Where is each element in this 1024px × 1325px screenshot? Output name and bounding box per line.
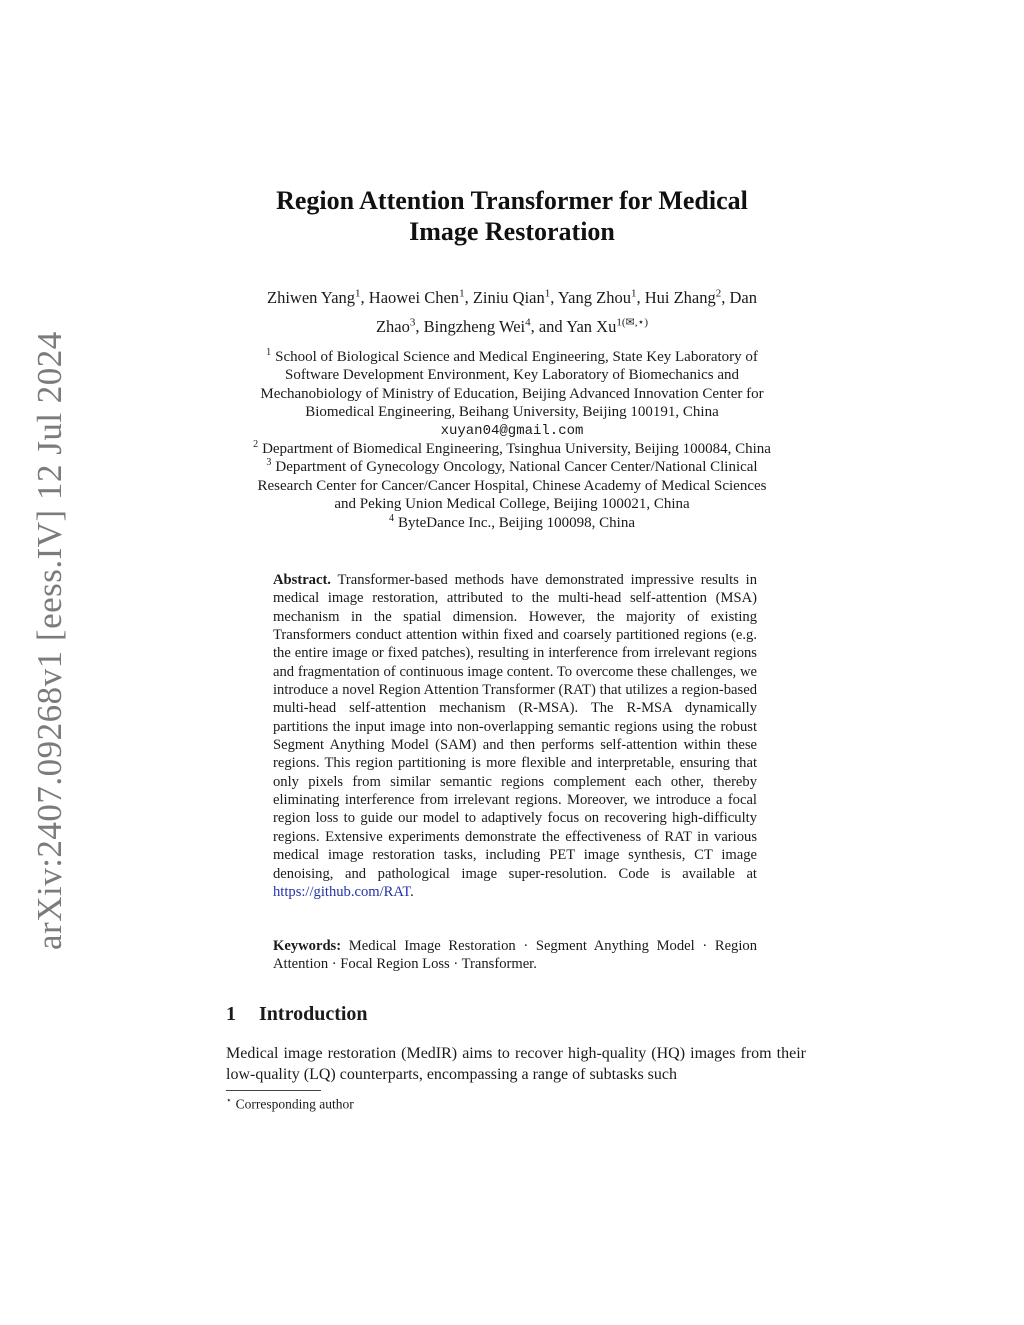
footnote-mark: ⋆ xyxy=(226,1095,232,1105)
author-list xyxy=(0,283,1024,341)
author-name: Bingzheng Wei xyxy=(423,317,526,336)
title-line-2: Image Restoration xyxy=(409,217,615,246)
author-affil-mark: 1 xyxy=(355,287,361,300)
footnote-rule xyxy=(226,1090,321,1091)
section-heading xyxy=(226,1003,368,1026)
keywords-label: Keywords: xyxy=(273,938,342,954)
keywords xyxy=(273,937,757,974)
author-affil-mark: 1(✉,⋆) xyxy=(616,316,649,329)
affiliation-3-line: and Peking Union Medical College, Beijing 100021, China xyxy=(334,496,690,513)
author-name: Haowei Chen xyxy=(368,288,460,307)
author-affil-mark: 1 xyxy=(459,287,465,300)
abstract: Abstract. Transformer-based methods have demonstrated impressive results in medical image restoration, attributed to the multi-head self-attention (MSA) mechanism in the spatial dimension. However, the majority of existing Transformers conduct attention within fixed and coarsely partitioned regions (e.g. the entire image or fixed patches), resulting in interference from irrelevant regions and fragmentation of continuous image content. To overcome these challenges, we introduce a novel Region Attention Transformer (RAT) that utilizes a region-based multi-head self-attention mechanism (R-MSA). The R-MSA dynamically partitions the input image into non-overlapping semantic regions using the robust Segment Anything Model (SAM) and then performs self-attention within these regions. This region partitioning is more flexible and interpretable, ensuring that only pixels from similar semantic regions complement each other, thereby eliminating interference from irrelevant regions. Moreover, we introduce a focal region loss to guide our model to adaptively focus on recovering high-difficulty regions. Extensive experiments demonstrate the effectiveness of RAT in various medical image restoration tasks, including PET image synthesis, CT image denoising, and pathological image super-resolution. Code is available at https://github.com/RAT. xyxy=(273,572,757,900)
keywords-text: Medical Image Restoration · Segment Anything Model · Region Attention · Focal Region Loss · Transformer. xyxy=(273,938,758,973)
author-name: Hui Zhang xyxy=(644,288,716,307)
author-affil-mark: 1 xyxy=(630,287,637,300)
author-name: Dan Zhao xyxy=(375,288,757,336)
affiliation-3-line: $^3$ Department of Gynecology Oncology, National Cancer Center/National Clinical xyxy=(266,457,758,476)
arxiv-stamp: arXiv:2407.09268v1 [eess.IV] 12 Jul 2024 xyxy=(30,331,69,950)
affiliation-1-line: Biomedical Engineering, Beihang University, Beijing 100191, China xyxy=(305,404,719,421)
affiliation-1-line: $^1$ School of Biological Science and Medical Engineering, State Key Laboratory of xyxy=(266,347,758,365)
author-affil-mark: 4 xyxy=(525,316,531,329)
author-name: Zhiwen Yang xyxy=(267,288,356,307)
title-line-1: Region Attention Transformer for Medical xyxy=(276,186,748,215)
footnote-text: Corresponding author xyxy=(235,1096,354,1112)
section-number: 1 xyxy=(226,1003,236,1025)
author-affil-mark: 2 xyxy=(715,287,722,300)
intro-paragraph: Medical image restoration (MedIR) aims to recover high-quality (HQ) images from their low-quality (LQ) counterparts, encompassing a range of subtasks such xyxy=(226,1045,806,1083)
author-name: Yan Xu xyxy=(566,317,617,336)
affiliation-1-line: Mechanobiology of Ministry of Education, Beijing Advanced Innovation Center for xyxy=(260,385,764,402)
abstract-label: Abstract. xyxy=(273,572,331,588)
abstract-text: Transformer-based methods have demonstrated impressive results in medical image restoration, attributed to the multi-head self-attention (MSA) mechanism in the spatial dimension. However, the majority of existing Transformers conduct attention within fixed and coarsely partitioned regions (e.g. the entire image or fixed patches), resulting in interference from irrelevant regions and fragmentation of continuous image content. To overcome these challenges, we introduce a novel Region Attention Transformer (RAT) that utilizes a region-based multi-head self-attention mechanism (R-MSA). The R-MSA dynamically partitions the input image into non-overlapping semantic regions using the robust Segment Anything Model (SAM) and then performs self-attention within these regions. This region partitioning is more flexible and interpretable, ensuring that only pixels from similar semantic regions complement each other, thereby eliminating interference from irrelevant regions. Moreover, we introduce a focal region loss to guide our model to adaptively focus on recovering high-difficulty regions. Extensive experiments demonstrate the effectiveness of RAT in various medical image restoration tasks, including PET image synthesis, CT image denoising, and pathological image super-resolution. Code is available at xyxy=(273,572,757,882)
author-name: Yang Zhou xyxy=(557,288,631,307)
author-name: Ziniu Qian xyxy=(472,288,545,307)
affiliation-3-line: Research Center for Cancer/Cancer Hospital, Chinese Academy of Medical Sciences xyxy=(257,477,767,494)
affiliation-1-line: Software Development Environment, Key Laboratory of Biomechanics and xyxy=(284,367,740,384)
author-affil-mark: 1 xyxy=(544,287,551,300)
paper-title xyxy=(0,185,1024,247)
footnote xyxy=(226,1095,354,1113)
code-link[interactable]: https://github.com/RAT xyxy=(273,883,411,900)
corresponding-email[interactable]: xuyan04@gmail.com xyxy=(440,422,584,439)
authors-line-1: Zhiwen Yang$^1$, Haowei Chen$^1$, Ziniu Qian$^1$, Yang Zhou$^1$, Hui Zhang$^2$, Dan Zhao$^3$, Bingzheng Wei$^4$, and Yan $Xu^{1(✉,⋆)}$ xyxy=(267,287,757,336)
section-title: Introduction xyxy=(259,1003,368,1025)
affiliation-2-line: $^2$ Department of Biomedical Engineering, Tsinghua University, Beijing 100084, China xyxy=(253,439,771,458)
affiliation-block xyxy=(0,348,1024,532)
author-affil-mark: 3 xyxy=(409,316,416,329)
affiliation-4-line: $^4$ ByteDance Inc., Beijing 100098, China xyxy=(388,512,636,531)
